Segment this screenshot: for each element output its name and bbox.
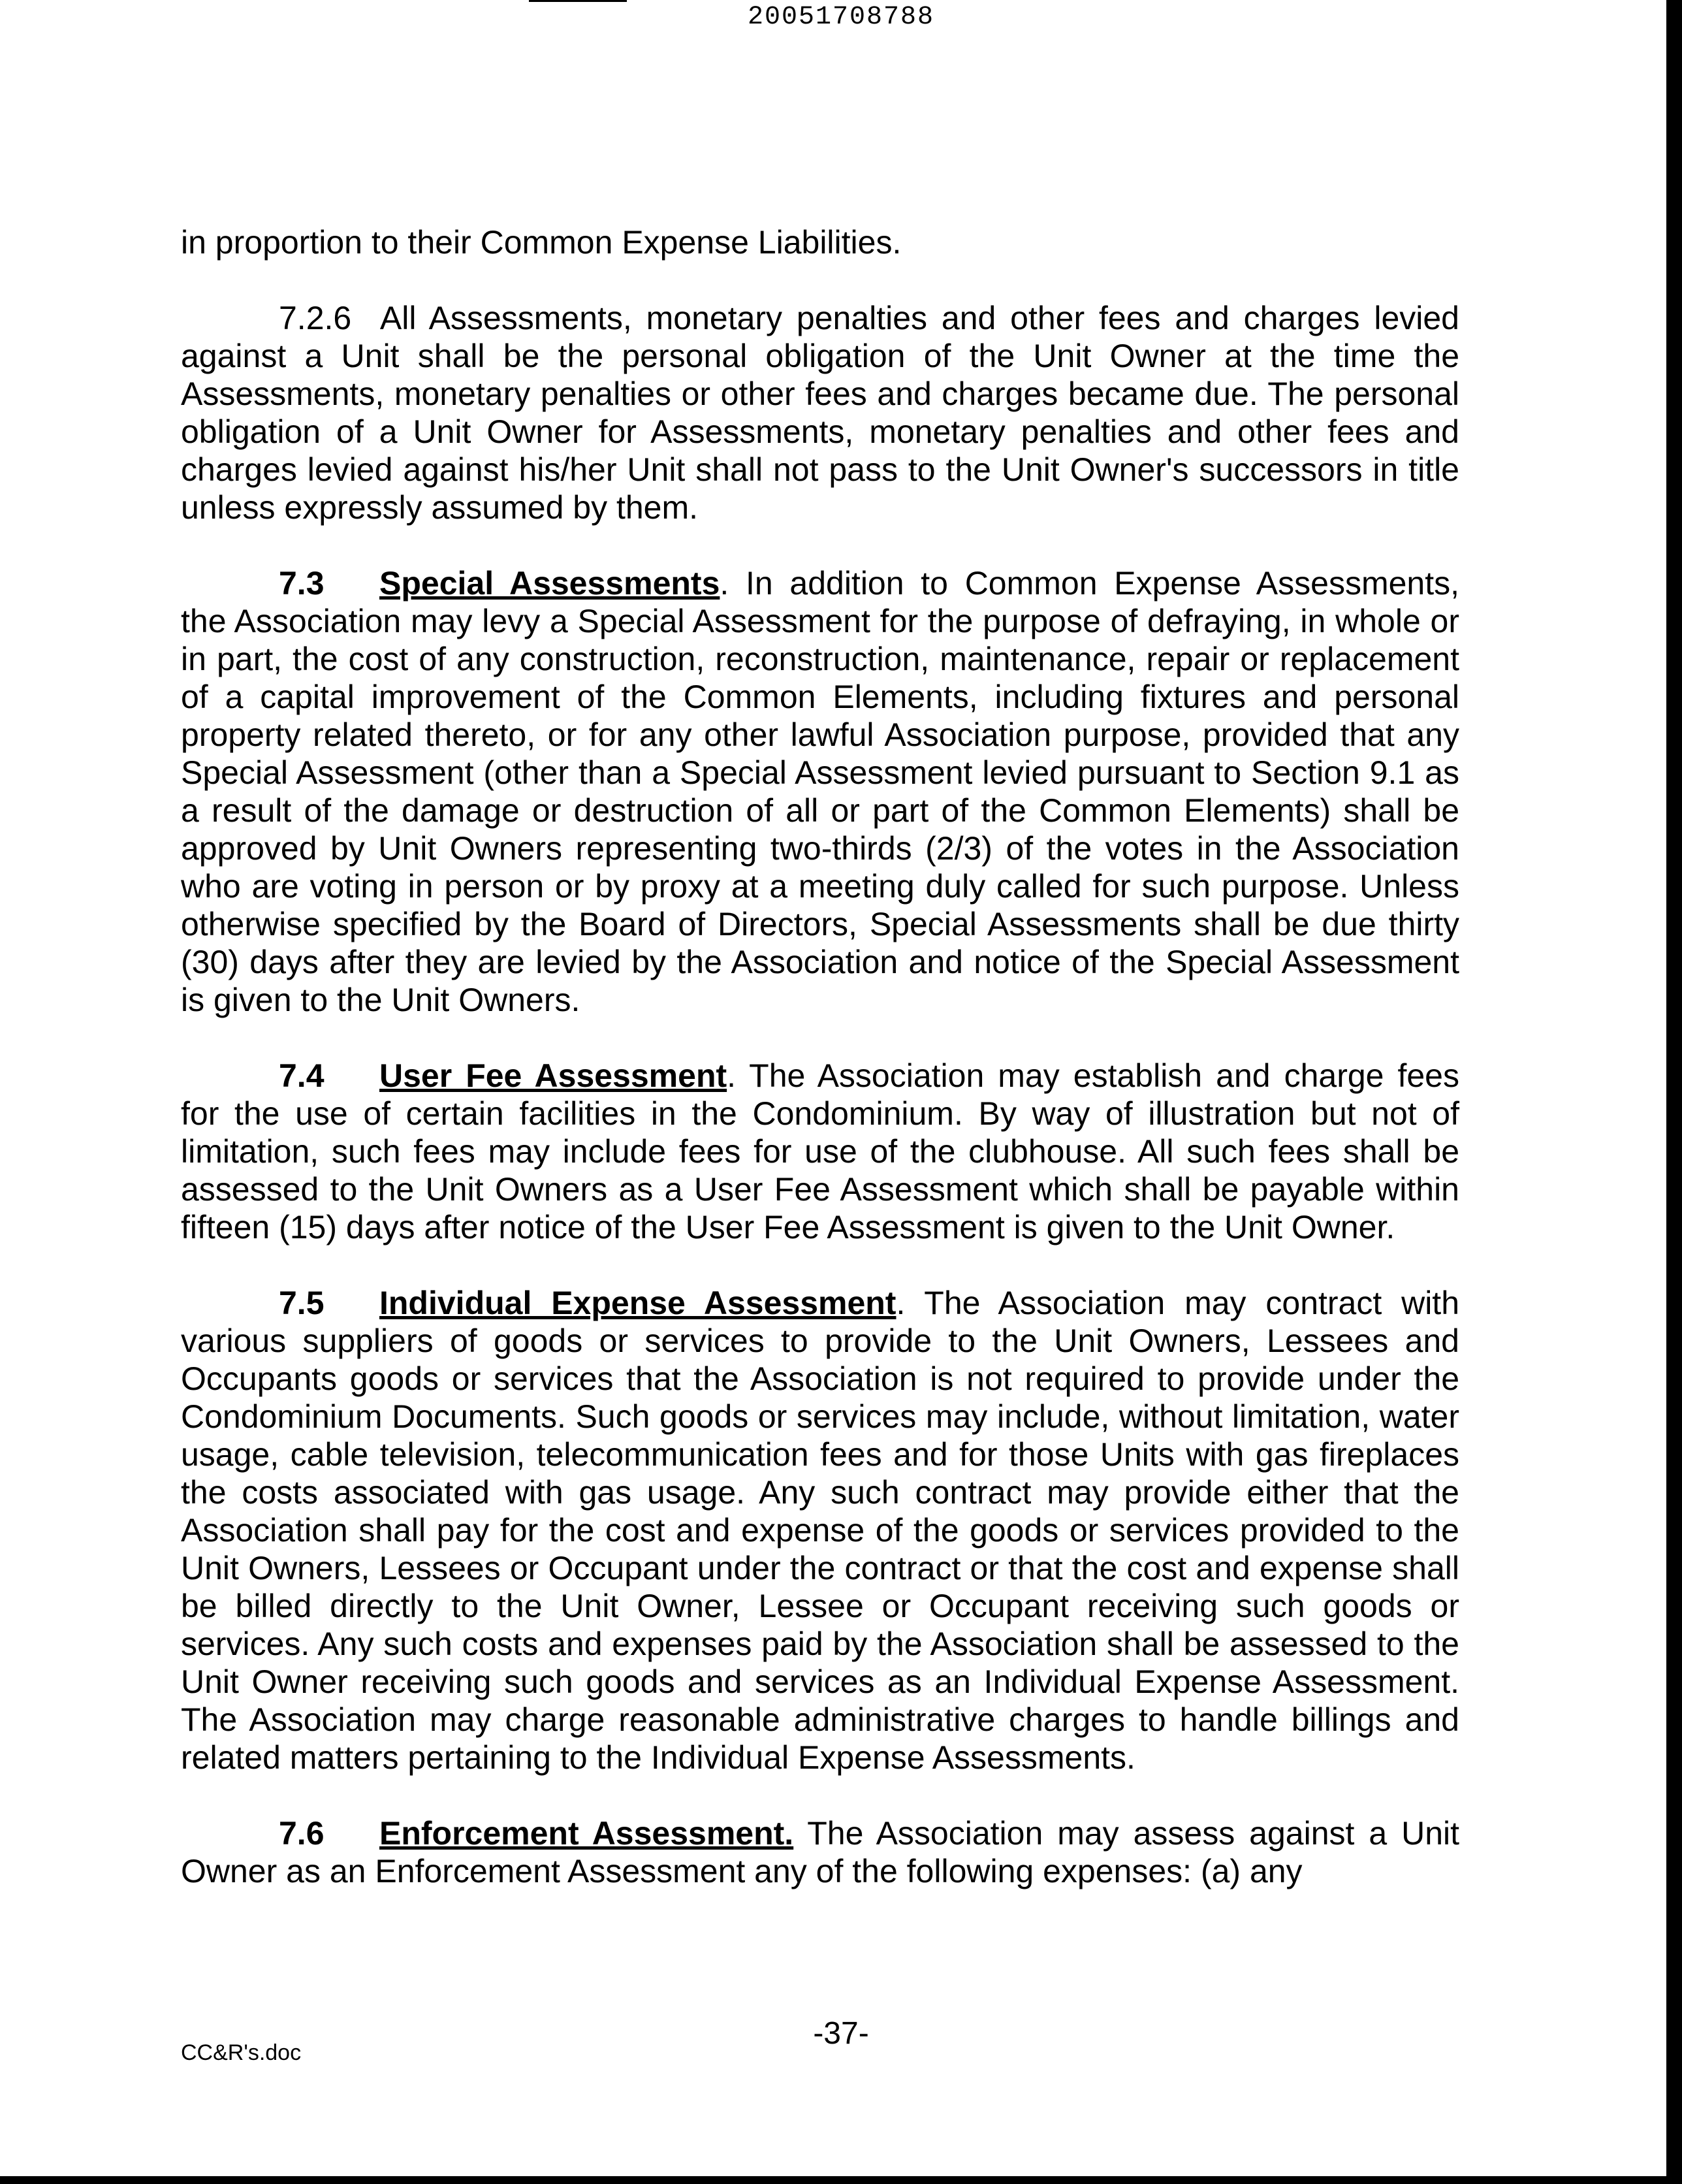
section-7-5: [181, 1284, 1459, 1776]
paragraph-number: 7.2.6: [279, 300, 352, 336]
section-text: . The Association may establish and charge fees for the use of certain facilities in the Condominium. By way of illustration but not of limitation, such fees may include fees for use of the clubhouse. All such fees shall be assessed to the Unit Owners as a User Fee Assessment which shall be payable within fifteen (15) days after notice of the User Fee Assessment is given to the Unit Owner.: [181, 1057, 1459, 1245]
section-7-3: [181, 564, 1459, 1019]
page-body: [181, 223, 1459, 1928]
scan-border-bottom: [0, 2176, 1682, 2184]
paragraph-text: All Assessments, monetary penalties and other fees and charges levied against a Unit shall be the personal obligation of the Unit Owner at the time the Assessments, monetary penalties or other fees and charges became due. The personal obligation of a Unit Owner for Assessments, monetary penalties and other fees and charges levied against his/her Unit shall not pass to the Unit Owner's successors in title unless expressly assumed by them.: [181, 300, 1459, 526]
section-heading: User Fee Assessment: [379, 1057, 727, 1094]
page-number: -37-: [813, 2016, 869, 2051]
top-rule: [529, 0, 627, 2]
section-number: 7.4: [279, 1057, 325, 1094]
paragraph-7-2-6: [181, 299, 1459, 526]
section-heading: Special Assessments: [379, 565, 720, 602]
section-number: 7.5: [279, 1285, 325, 1321]
section-number: 7.3: [279, 565, 325, 602]
section-text: . In addition to Common Expense Assessments, the Association may levy a Special Assessment for the purpose of defraying, in whole or in part, the cost of any construction, reconstruction, maintenance, repair or replacement of a capital improvement of the Common Elements, including fixtures and personal property related thereto, or for any other lawful Association purpose, provided that any Special Assessment (other than a Special Assessment levied pursuant to Section 9.1 as a result of the damage or destruction of all or part of the Common Elements) shall be approved by Unit Owners representing two-thirds (2/3) of the votes in the Association who are voting in person or by proxy at a meeting duly called for such purpose. Unless otherwise specified by the Board of Directors, Special Assessments shall be due thirty (30) days after they are levied by the Association and notice of the Special Assessment is given to the Unit Owners.: [181, 565, 1459, 1018]
section-heading: Enforcement Assessment.: [379, 1815, 794, 1852]
section-heading: Individual Expense Assessment: [379, 1285, 897, 1321]
section-number: 7.6: [279, 1815, 325, 1852]
footer-filename: CC&R's.doc: [181, 2040, 302, 2065]
document-number: 20051708788: [747, 3, 935, 32]
section-7-6: [181, 1814, 1459, 1890]
section-text: . The Association may contract with various suppliers of goods or services to provide to the Unit Owners, Lessees and Occupants goods or services that the Association is not required to provide under the Condominium Documents. Such goods or services may include, without limitation, water usage, cable television, telecommunication fees and for those Units with gas fireplaces the costs associated with gas usage. Any such contract may provide either that the Association shall pay for the cost and expense of the goods or services provided to the Unit Owners, Lessees or Occupant under the contract or that the cost and expense shall be billed directly to the Unit Owner, Lessee or Occupant receiving such goods or services. Any such costs and expenses paid by the Association shall be assessed to the Unit Owner receiving such goods and services as an Individual Expense Assessment. The Association may charge reasonable administrative charges to handle billings and related matters pertaining to the Individual Expense Assessments.: [181, 1285, 1460, 1776]
scan-border-right: [1666, 0, 1682, 2184]
section-7-4: [181, 1057, 1459, 1246]
paragraph-continuation: in proportion to their Common Expense Liabilities.: [181, 224, 902, 261]
section-text: The Association may assess against a Unit Owner as an Enforcement Assessment any of the following expenses: (a) any: [181, 1815, 1459, 1889]
